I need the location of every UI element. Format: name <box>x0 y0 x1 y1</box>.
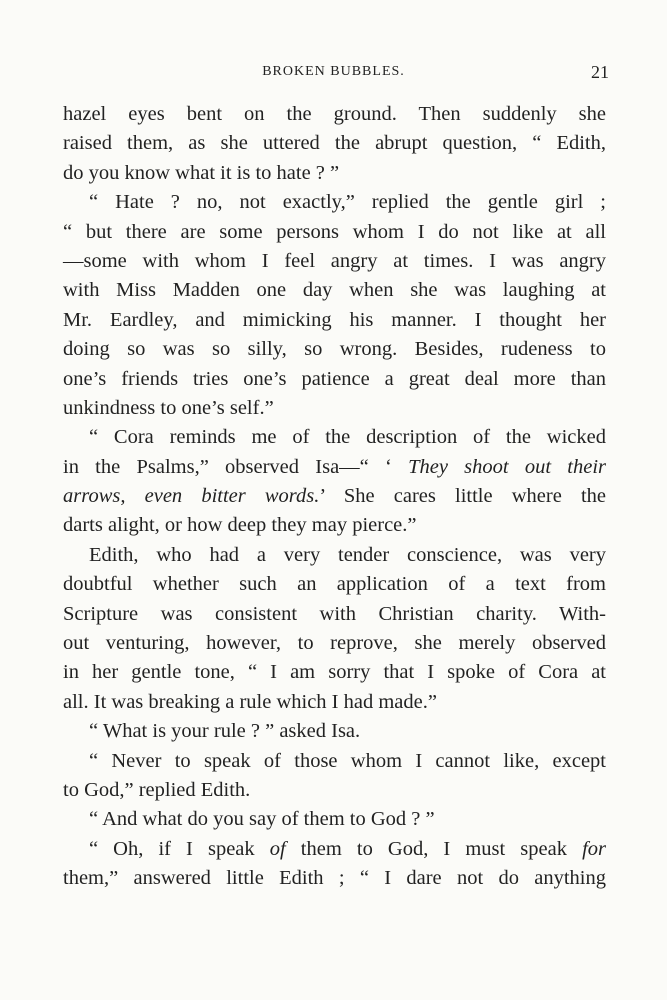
text-line: do you know what it is to hate ? ” <box>63 161 340 184</box>
text-line: doubtful whether such an application of a text from <box>63 573 606 596</box>
running-head-title: BROKEN BUBBLES. <box>262 64 405 79</box>
text-line: them,” answered little Edith ; “ I dare not do anything <box>63 867 606 890</box>
page-number: 21 <box>591 62 609 82</box>
text-line: Mr. Eardley, and mimicking his manner. I thought her <box>63 308 606 331</box>
text-line: in the Psalms,” observed Isa—“ ‘ They shoot out their <box>63 455 606 478</box>
text-line: to God,” replied Edith. <box>63 778 251 801</box>
italic-word: for <box>582 837 606 860</box>
italic-quote: They shoot out their <box>408 455 606 478</box>
text-line: unkindness to one’s self.” <box>63 396 274 419</box>
text-line: hazel eyes bent on the ground. Then suddenly she <box>63 103 606 125</box>
italic-quote: arrows, even bitter words. <box>63 485 320 508</box>
text-line: “ Cora reminds me of the description of the wicked <box>89 426 606 449</box>
text-line: Scripture was consistent with Christian charity. With- <box>63 602 606 625</box>
text-line: all. It was breaking a rule which I had made.” <box>63 690 437 713</box>
text-line: one’s friends tries one’s patience a great deal more than <box>63 367 606 390</box>
text-line: “ but there are some persons whom I do not like at all <box>63 220 606 243</box>
text-line: “ What is your rule ? ” asked Isa. <box>89 720 361 743</box>
text-line: “ Hate ? no, not exactly,” replied the gentle girl ; <box>89 191 606 214</box>
text-line: raised them, as she uttered the abrupt question, “ Edith, <box>63 132 606 155</box>
text-line: “ And what do you say of them to God ? ” <box>89 808 435 831</box>
text-line: with Miss Madden one day when she was laughing at <box>63 279 606 302</box>
running-head <box>0 62 667 86</box>
text-line: doing so was so silly, so wrong. Besides, rudeness to <box>63 338 606 361</box>
text-line: arrows, even bitter words.’ She cares little where the <box>63 485 606 508</box>
italic-word: of <box>269 837 286 860</box>
text-line: “ Oh, if I speak of them to God, I must speak for <box>89 837 606 860</box>
text-line: darts alight, or how deep they may pierce.” <box>63 514 417 537</box>
text-line: —some with whom I feel angry at times. I was angry <box>63 249 606 272</box>
text-line: “ Never to speak of those whom I cannot like, except <box>89 749 606 772</box>
text-line: Edith, who had a very tender conscience, was very <box>89 543 606 566</box>
text-line: in her gentle tone, “ I am sorry that I spoke of Cora at <box>63 661 606 684</box>
text-line: out venturing, however, to reprove, she merely observed <box>63 632 606 655</box>
body-text <box>63 100 606 894</box>
